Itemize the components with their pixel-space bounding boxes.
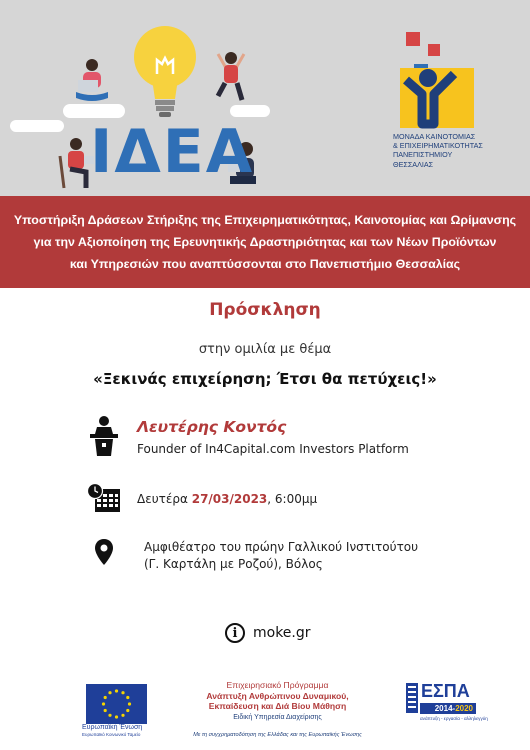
espa-years-end: 2020 (455, 704, 473, 713)
website-url[interactable]: moke.gr (253, 625, 311, 641)
cofunding-note: Με τη συγχρηματοδότηση της Ελλάδας και της Ευρωπαϊκής Ένωσης (193, 731, 362, 738)
project-title-band (0, 196, 530, 288)
person-jumping-icon (212, 50, 250, 108)
moke-logo (392, 24, 482, 134)
espa-word: ΕΣΠΑ (421, 681, 470, 701)
espa-logo (406, 681, 488, 731)
moke-unit-name-line: ΘΕΣΣΑΛΙΑΣ (393, 159, 434, 169)
venue-line: Αμφιθέατρο του πρώην Γαλλικού Ινστιτούτου (144, 540, 419, 554)
programme-name: Εκπαίδευση και Διά Βίου Μάθηση (208, 701, 347, 711)
project-title-line: και Υπηρεσιών που αναπτύσσονται στο Πανεπιστήμιο Θεσσαλίας (69, 257, 461, 271)
operational-programme-block (170, 680, 385, 740)
talk-topic: «Ξεκινάς επιχείρηση; Έτσι θα πετύχεις!» (93, 370, 437, 388)
event-venue (144, 539, 418, 573)
speaker-podium-icon (88, 416, 120, 456)
venue-line: (Γ. Καρτάλη με Ροζού), Βόλος (144, 557, 323, 571)
speaker-name: Λευτέρης Κοντός (137, 418, 287, 436)
project-title-line: Υποστήριξη Δράσεων Στήριξης της Επιχειρηματικότητας, Καινοτομίας και Ωρίμανσης (13, 213, 517, 227)
espa-years-start: 2014- (434, 704, 456, 713)
managing-authority: Ειδική Υπηρεσία Διαχείρισης (233, 713, 322, 721)
programme-name: Ανάπτυξη Ανθρώπινου Δυναμικού, (206, 690, 349, 701)
eu-caption: Ευρωπαϊκή Ένωση (82, 724, 143, 731)
greek-flag-icon (406, 683, 420, 715)
eu-flag-logo (86, 684, 147, 724)
idea-logo-text: ΙΔΕΑ (90, 117, 255, 187)
espa-motto: ανάπτυξη - εργασία - αλληλεγγύη (420, 716, 488, 721)
event-day: Δευτέρα (137, 492, 188, 506)
moke-unit-name-line: ΠΑΝΕΠΙΣΤΗΜΙΟΥ (393, 150, 453, 160)
header-banner (0, 0, 530, 196)
invitation-title: Πρόσκληση (209, 300, 321, 320)
cloud-shape (63, 104, 125, 118)
espa-years (420, 703, 476, 714)
info-icon: i (225, 623, 245, 643)
moke-unit-name-line: & ΕΠΙΧΕΙΡΗΜΑΤΙΚΟΤΗΤΑΣ (393, 141, 483, 151)
event-date (137, 492, 317, 506)
lightbulb-icon (130, 24, 200, 124)
moke-unit-name (393, 132, 528, 169)
website-link[interactable] (225, 621, 311, 645)
speaker-role: Founder of In4Capital.com Investors Platform (137, 442, 409, 456)
project-title-line: για την Αξιοποίηση της Ερευνητικής Δραστηριότητας και των Νέων Προϊόντων (33, 235, 497, 249)
moke-unit-name-line: ΜΟΝΑΔΑ ΚΑΙΝΟΤΟΜΙΑΣ (393, 132, 476, 141)
person-laptop-icon (72, 58, 112, 104)
eu-stars-icon (86, 684, 147, 724)
location-pin-icon (94, 538, 114, 566)
cloud-shape (10, 120, 64, 132)
event-time: , 6:00μμ (267, 492, 318, 506)
topic-intro: στην ομιλία με θέμα (198, 342, 332, 357)
programme-label: Επιχειρησιακό Πρόγραμμα (226, 680, 329, 690)
eu-fund-caption: Ευρωπαϊκό Κοινωνικό Ταμείο (82, 732, 141, 737)
calendar-clock-icon (87, 483, 121, 513)
event-date-value: 27/03/2023 (191, 492, 268, 506)
